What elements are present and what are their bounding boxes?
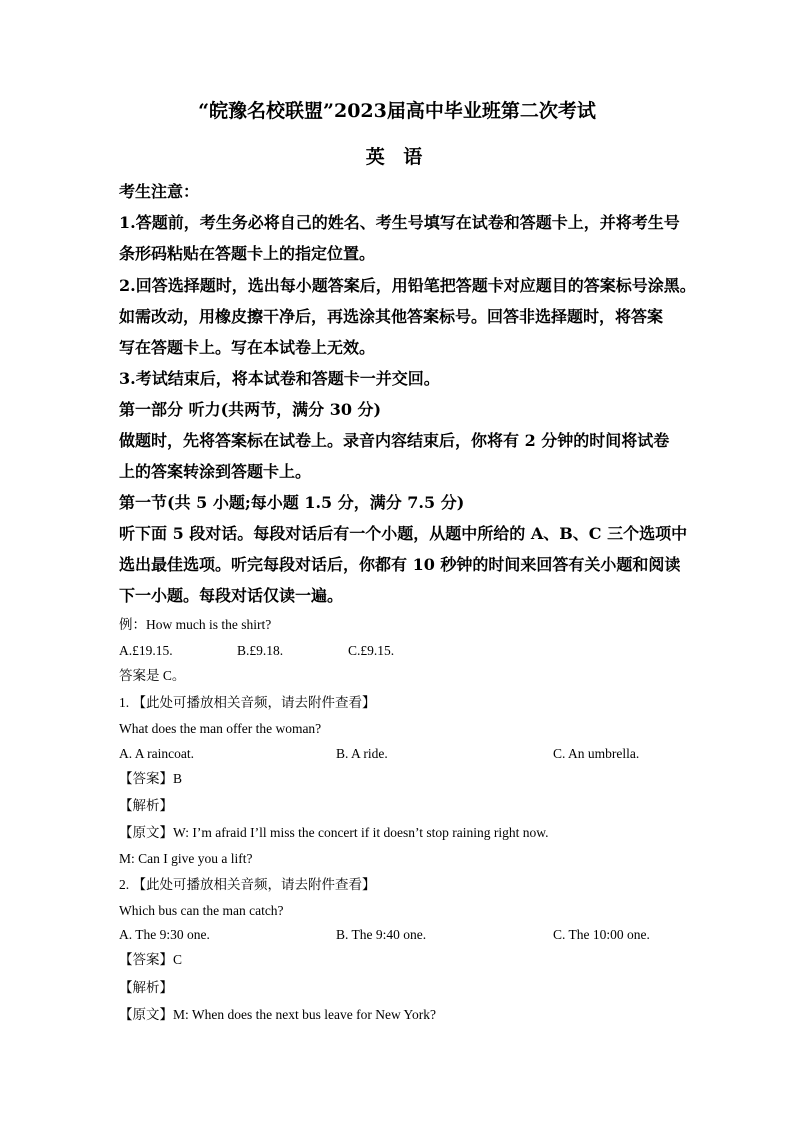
q1-transcript-line-1: 【原文】W: I’m afraid I’ll miss the concert if it doesn’t stop raining right now.: [119, 825, 549, 840]
q2-question: Which bus can the man catch?: [119, 903, 284, 918]
q2-answer: 【答案】C: [119, 952, 183, 967]
notice-heading: 考生注意：: [119, 182, 200, 201]
notice-item-1-line-2: 条形码粘贴在答题卡上的指定位置。: [119, 244, 376, 263]
subject-title: 英 语: [365, 146, 429, 168]
section1-instruction-line-1: 听下面 5 段对话。每段对话后有一个小题，从题中所给的 A、B、C 三个选项中: [119, 524, 688, 543]
q1-option-c: C. An umbrella.: [553, 746, 640, 761]
notice-item-2-line-3: 写在答题卡上。写在本试卷上无效。: [119, 338, 376, 357]
notice-item-3: 3.考试结束后，将本试卷和答题卡一并交回。: [119, 369, 440, 388]
q1-option-b: B. A ride.: [336, 746, 388, 761]
q1-option-a: A. A raincoat.: [119, 746, 194, 761]
q2-option-c: C. The 10:00 one.: [553, 927, 650, 942]
part1-heading: 第一部分 听力(共两节，满分 30 分): [119, 400, 382, 419]
example-answer: 答案是 C。: [119, 668, 186, 683]
q1-analysis: 【解析】: [119, 798, 173, 813]
q1-transcript-line-2: M: Can I give you a lift?: [119, 851, 253, 866]
exam-title: “皖豫名校联盟”2023届高中毕业班第二次考试: [198, 100, 596, 122]
section1-instruction-line-2: 选出最佳选项。听完每段对话后，你都有 10 秒钟的时间来回答有关小题和阅读: [119, 555, 681, 574]
section1-heading: 第一节(共 5 小题;每小题 1.5 分，满分 7.5 分): [119, 493, 465, 512]
example-option-c: C.£9.15.: [348, 643, 395, 658]
q2-option-a: A. The 9:30 one.: [119, 927, 210, 942]
section1-instruction-line-3: 下一小题。每段对话仅读一遍。: [119, 586, 344, 605]
part1-instruction-line-1: 做题时，先将答案标在试卷上。录音内容结束后，你将有 2 分钟的时间将试卷: [119, 431, 670, 450]
q2-transcript-line-1: 【原文】M: When does the next bus leave for New York?: [119, 1007, 436, 1022]
q1-question: What does the man offer the woman?: [119, 721, 322, 736]
q2-audio-note: 2. 【此处可播放相关音频，请去附件查看】: [119, 877, 376, 892]
q2-option-b: B. The 9:40 one.: [336, 927, 427, 942]
q1-audio-note: 1. 【此处可播放相关音频，请去附件查看】: [119, 695, 376, 710]
q1-answer: 【答案】B: [119, 771, 183, 786]
notice-item-1-line-1: 1.答题前，考生务必将自己的姓名、考生号填写在试卷和答题卡上，并将考生号: [119, 213, 680, 232]
notice-item-2-line-1: 2.回答选择题时，选出每小题答案后，用铅笔把答题卡对应题目的答案标号涂黑。: [119, 276, 696, 295]
example-option-b: B.£9.18.: [237, 643, 284, 658]
q2-analysis: 【解析】: [119, 980, 173, 995]
example-question: 例：How much is the shirt?: [119, 617, 272, 632]
example-option-a: A.£19.15.: [119, 643, 173, 658]
part1-instruction-line-2: 上的答案转涂到答题卡上。: [119, 462, 312, 481]
notice-item-2-line-2: 如需改动，用橡皮擦干净后，再选涂其他答案标号。回答非选择题时，将答案: [119, 307, 664, 326]
